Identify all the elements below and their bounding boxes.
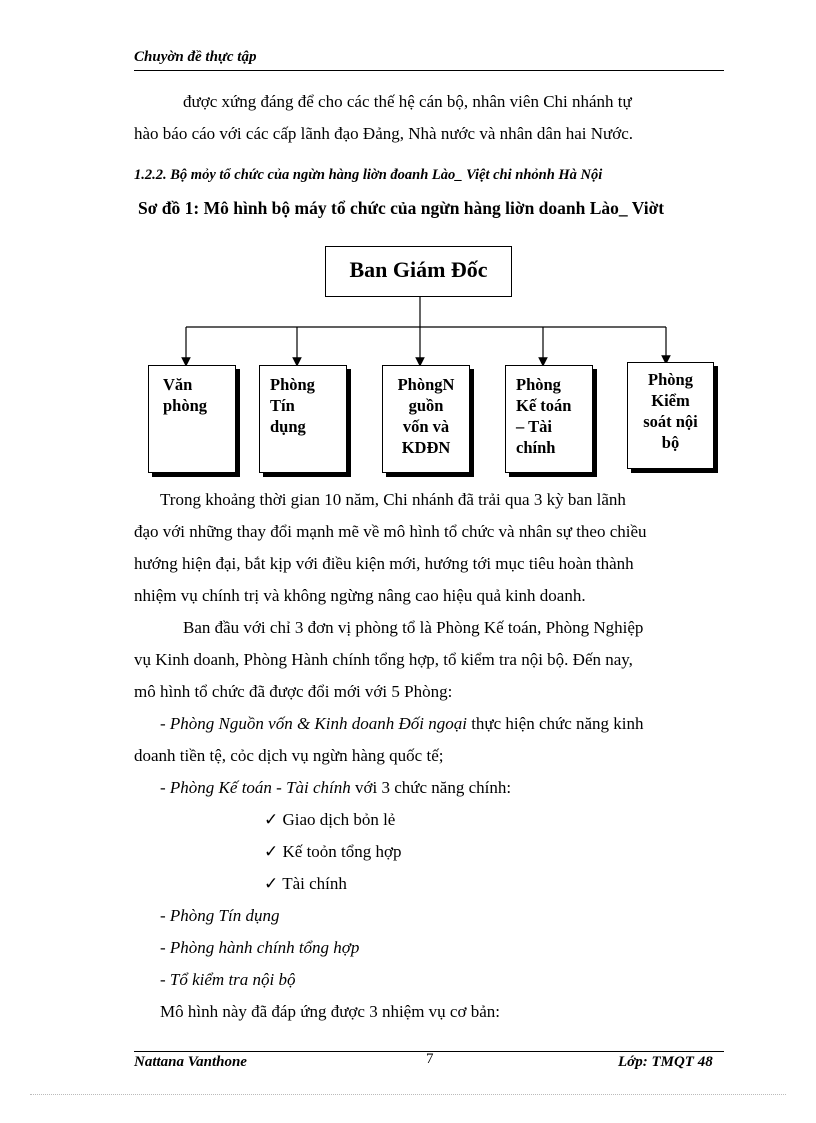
bullet-dash: -	[160, 714, 170, 733]
box-line: phòng	[163, 396, 208, 415]
box-line: Tín	[270, 396, 295, 415]
footer-class: Lớp: TMQT 48	[618, 1054, 713, 1070]
bullet-dash: -	[160, 778, 170, 797]
check-label: Tài chính	[282, 874, 347, 893]
box-line: Phòng	[516, 375, 561, 394]
closing-line: Mô hình này đã đáp ứng được 3 nhiệm vụ cơ bản:	[160, 1002, 500, 1021]
box-line: Văn	[163, 375, 193, 394]
box-line: Kế toán	[516, 396, 572, 415]
p1-line-1: Trong khoảng thời gian 10 năm, Chi nhánh đã trải qua 3 kỳ ban lãnh	[160, 490, 626, 509]
box-line: soát nội	[643, 412, 698, 431]
p2-line-3: mô hình tổ chức đã được đổi mới với 5 Phòng:	[134, 682, 453, 701]
box-ban-giam-doc	[325, 246, 512, 297]
bullet-title: Phòng Nguồn vốn & Kinh doanh Đối ngoại	[169, 714, 467, 733]
box-line: guồn	[408, 396, 444, 415]
intro-line-2: hào báo cáo với các cấp lãnh đạo Đảng, Nhà nước và nhân dân hai Nước.	[134, 124, 634, 143]
check-label: Giao dịch bỏn lẻ	[282, 810, 396, 829]
check-item-1	[264, 810, 395, 830]
box-line: vốn và	[402, 417, 450, 436]
check-item-2	[264, 842, 402, 862]
box-line: – Tài	[516, 417, 552, 436]
box-line: dụng	[270, 417, 306, 436]
box-ban-giam-doc-label: Ban Giám Đốc	[349, 257, 488, 282]
box-line: chính	[516, 438, 556, 457]
bullet-kiem-tra: - Tổ kiểm tra nội bộ	[160, 970, 296, 989]
box-phong-kiem-soat	[627, 362, 714, 469]
check-item-3	[264, 874, 347, 894]
box-line: KDĐN	[401, 438, 451, 457]
box-line: Phòng	[648, 370, 693, 389]
bullet-text: thực hiện chức năng kinh	[466, 714, 644, 733]
bullet-ke-toan	[160, 778, 511, 798]
org-chart	[0, 0, 816, 480]
box-line: bộ	[661, 433, 680, 452]
p2-line-1: Ban đầu với chỉ 3 đơn vị phòng tổ là Phòng Kế toán, Phòng Nghiệp	[183, 618, 644, 637]
footer-author: Nattana Vanthone	[134, 1054, 247, 1070]
p1-line-3: hướng hiện đại, bắt kịp với điều kiện mới, hướng tới mục tiêu hoàn thành	[134, 554, 634, 573]
box-line: Kiểm	[651, 391, 690, 410]
bullet-text: với 3 chức năng chính:	[350, 778, 512, 797]
p2-line-2: vụ Kinh doanh, Phòng Hành chính tổng hợp, tổ kiểm tra nội bộ. Đến nay,	[134, 650, 633, 669]
bullet-title: Phòng Kế toán - Tài chính	[169, 778, 351, 797]
box-line: PhòngN	[397, 375, 455, 394]
bullet-nguon-von	[160, 714, 644, 734]
check-icon: ✓	[264, 842, 279, 861]
bullet-tin-dung: - Phòng Tín dụng	[160, 906, 280, 925]
section-heading: 1.2.2. Bộ mỏy tổ chức của ngừn hàng liờn đoanh Lào_ Việt chi nhỏnh Hà Nội	[134, 167, 603, 183]
p1-line-2: đạo với những thay đổi mạnh mẽ về mô hình tổ chức và nhân sự theo chiều	[134, 522, 647, 541]
box-phong-tin-dung	[259, 365, 347, 473]
box-van-phong	[148, 365, 236, 473]
box-phong-ke-toan	[505, 365, 593, 473]
check-icon: ✓	[264, 874, 279, 893]
p1-line-4: nhiệm vụ chính trị và không ngừng nâng cao hiệu quả kinh doanh.	[134, 586, 586, 605]
check-icon: ✓	[264, 810, 279, 829]
box-line: Phòng	[270, 375, 315, 394]
diagram-caption: Sơ đồ 1: Mô hình bộ máy tổ chức của ngừn hàng liờn doanh Lào_ Viờt	[138, 198, 665, 218]
intro-line-1: được xứng đáng để cho các thế hệ cán bộ, nhân viên Chi nhánh tự	[183, 92, 632, 111]
bullet-hanh-chinh: - Phòng hành chính tổng hợp	[160, 938, 360, 957]
page-bottom-dotted-line	[30, 1094, 786, 1095]
check-label: Kế toỏn tổng hợp	[282, 842, 402, 861]
footer-page-number: 7	[426, 1051, 434, 1067]
box-phong-nguon-von	[382, 365, 470, 473]
bullet-nguon-von-line-2: doanh tiền tệ, cỏc dịch vụ ngừn hàng quốc tế;	[134, 746, 444, 765]
header-title: Chuyờn đề thực tập	[134, 49, 257, 65]
